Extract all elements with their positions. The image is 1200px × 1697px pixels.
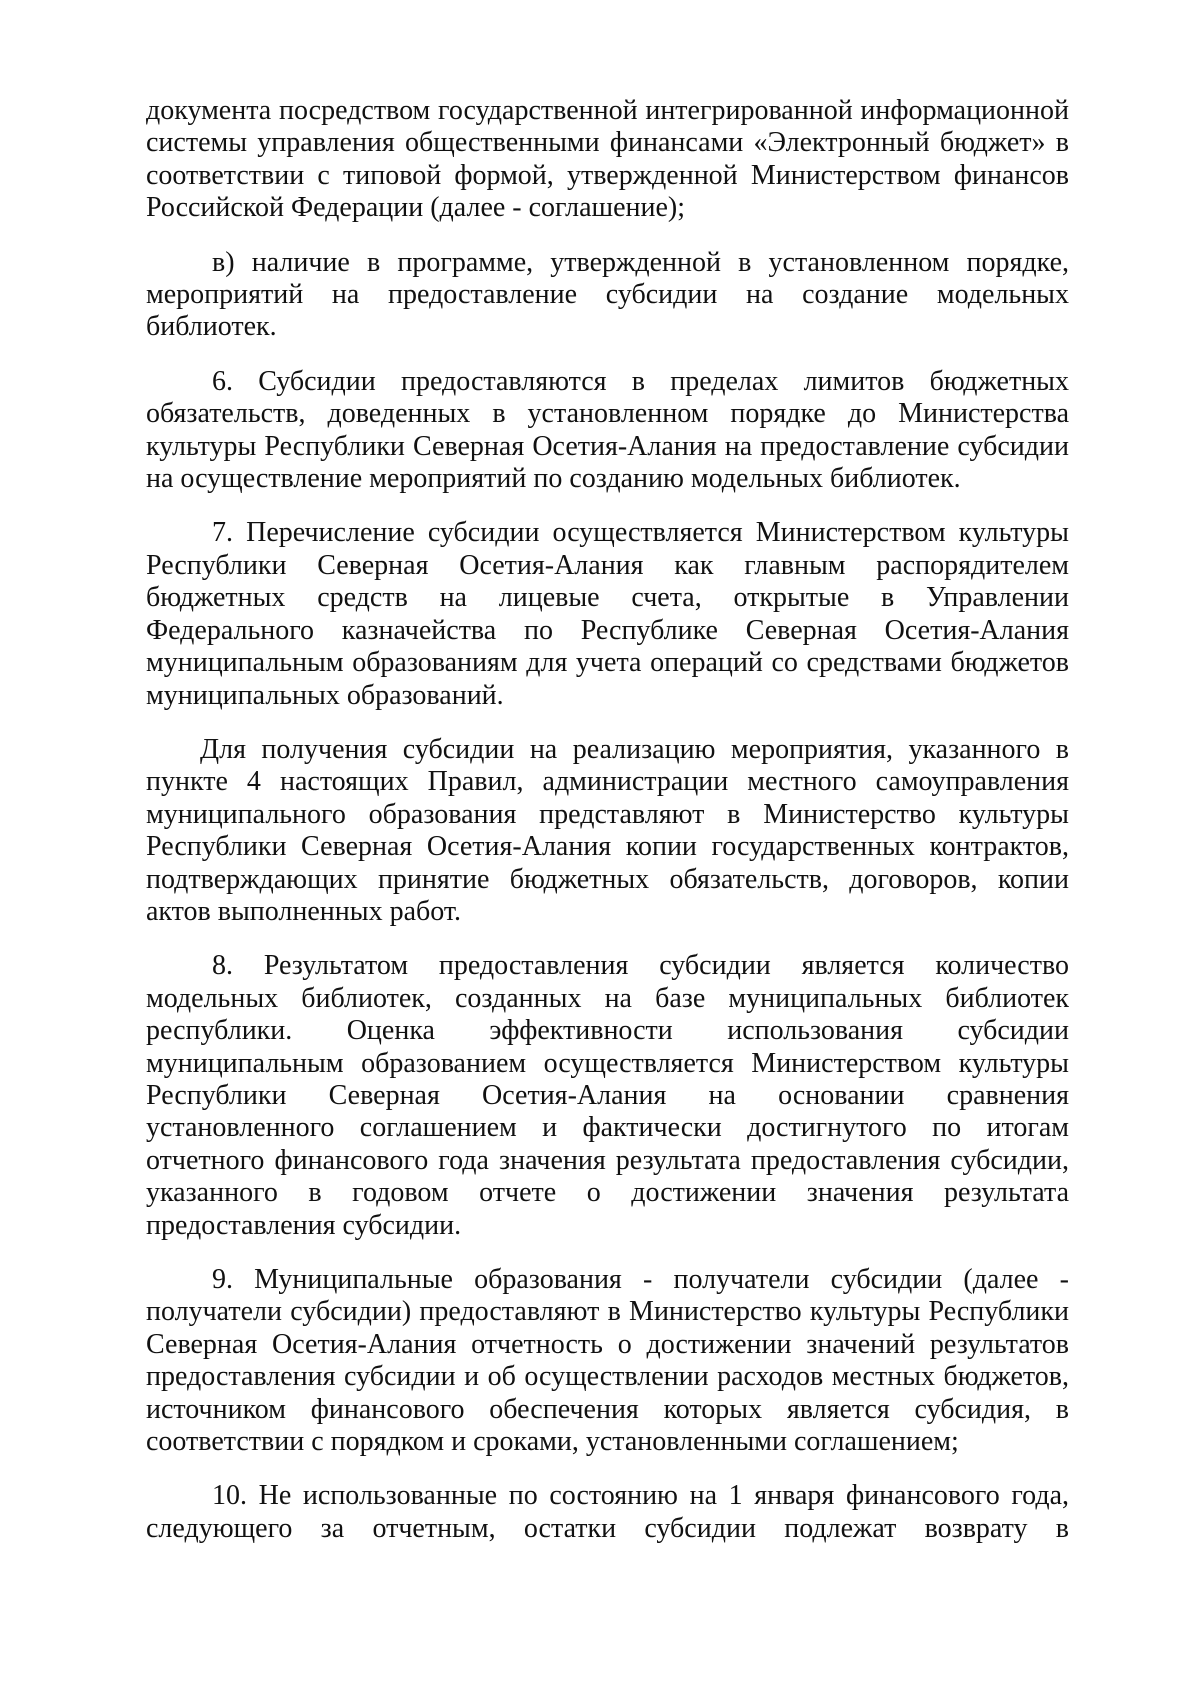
document-page <box>146 95 1069 1545</box>
paragraph-item-9: 9. Муниципальные образования - получатели субсидии (далее - получатели субсидии) предоставляют в Министерство культуры Республики Северная Осетия-Алания отчетность о достижении значений результатов предоставления субсидии и об осуществлении расходов местных бюджетов, источником финансового обеспечения которых является субсидия, в соответствии с порядком и сроками, установленными соглашением; <box>146 1264 1069 1458</box>
paragraph-agreement-continuation: документа посредством государственной интегрированной информационной системы управления общественными финансами «Электронный бюджет» в соответствии с типовой формой, утвержденной Министерством финансов Российской Федерации (далее - соглашение); <box>146 95 1069 224</box>
paragraph-subitem-v: в) наличие в программе, утвержденной в установленном порядке, мероприятий на предоставление субсидии на создание модельных библиотек. <box>146 246 1069 343</box>
paragraph-item-6: 6. Субсидии предоставляются в пределах лимитов бюджетных обязательств, доведенных в установленном порядке до Министерства культуры Республики Северная Осетия-Алания на предоставление субсидии на осуществление мероприятий по созданию модельных библиотек. <box>146 365 1069 495</box>
paragraph-item-8: 8. Результатом предоставления субсидии является количество модельных библиотек, созданных на базе муниципальных библиотек республики. Оценка эффективности использования субсидии муниципальным образованием осуществляется Министерством культуры Республики Северная Осетия-Алания на основании сравнения установленного соглашением и фактически достигнутого по итогам отчетного финансового года значения результата предоставления субсидии, указанного в годовом отчете о достижении значения результата предоставления субсидии. <box>146 950 1069 1241</box>
paragraph-item-7: 7. Перечисление субсидии осуществляется Министерством культуры Республики Северная Осетия-Алания как главным распорядителем бюджетных средств на лицевые счета, открытые в Управлении Федерального казначейства по Республике Северная Осетия-Алания муниципальным образованиям для учета операций со средствами бюджетов муниципальных образований. <box>146 517 1069 711</box>
paragraph-item-10: 10. Не использованные по состоянию на 1 января финансового года, следующего за отчетным, остатки субсидии подлежат возврату в <box>146 1480 1069 1544</box>
paragraph-item-7-documents: Для получения субсидии на реализацию мероприятия, указанного в пункте 4 настоящих Правил, администрации местного самоуправления муниципального образования представляют в Министерство культуры Республики Северная Осетия-Алания копии государственных контрактов, подтверждающих принятие бюджетных обязательств, договоров, копии актов выполненных работ. <box>146 733 1069 927</box>
